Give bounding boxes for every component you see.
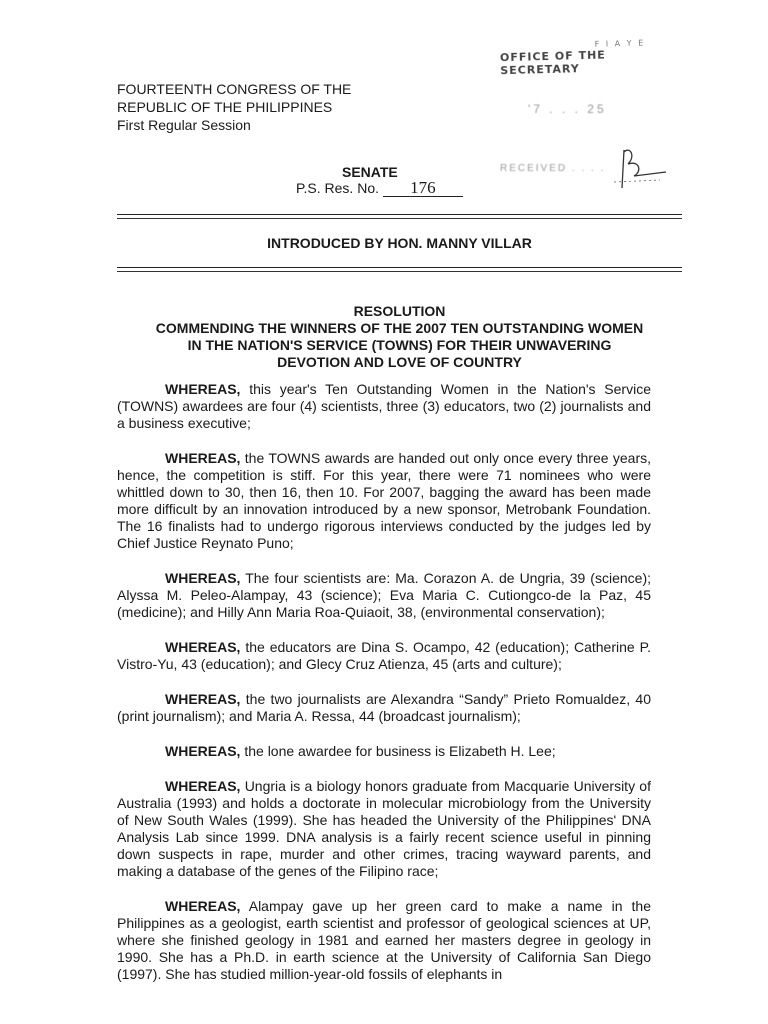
resolution-title	[117, 303, 682, 371]
whereas-paragraph: WHEREAS, The four scientists are: Ma. Corazon A. de Ungria, 39 (science); Alyssa M. Peleo-Alampay, 43 (science); Eva Maria C. Cutiongco-de la Paz, 45 (medicine); and Hilly Ann Maria Roa-Quiaoit, 38, (environmental conservation);	[117, 570, 651, 620]
header-line-3: First Regular Session	[117, 117, 251, 133]
divider-top-2	[117, 218, 682, 219]
title-line-1: RESOLUTION	[353, 303, 446, 319]
resolution-number-label: P.S. Res. No.	[296, 180, 380, 196]
title-line-4: DEVOTION AND LOVE OF COUNTRY	[277, 354, 522, 370]
divider-bottom-2	[117, 271, 682, 272]
whereas-paragraph: WHEREAS, the lone awardee for business is Elizabeth H. Lee;	[165, 743, 556, 759]
stamp-top-text: F I A Y E	[594, 38, 646, 49]
introduced-by: INTRODUCED BY HON. MANNY VILLAR	[267, 235, 532, 251]
title-line-2: COMMENDING THE WINNERS OF THE 2007 TEN OUTSTANDING WOMEN	[155, 320, 644, 336]
whereas-paragraph: WHEREAS, the TOWNS awards are handed out only once every three years, hence, the competition is stiff. For this year, there were 71 nominees who were whittled down to 30, then 16, then 10. For 2007, bagging the award has been made more difficult by an innovation introduced by a new sponsor, Metrobank Foundation. The 16 finalists had to undergo rigorous interviews conducted by the judges led by Chief Justice Reynato Puno;	[117, 450, 651, 551]
header-line-1: FOURTEENTH CONGRESS OF THE	[117, 81, 352, 97]
congress-header	[117, 80, 351, 134]
whereas-paragraph: WHEREAS, the educators are Dina S. Ocampo, 42 (education); Catherine P. Vistro-Yu, 43 (education); and Glecy Cruz Atienza, 45 (arts and culture);	[117, 639, 651, 672]
stamp-office-text: OFFICE OF THE SECRETARY	[499, 48, 606, 78]
stamp-received: RECEIVED . . . .	[500, 163, 606, 174]
whereas-paragraph: WHEREAS, Ungria is a biology honors graduate from Macquarie University of Australia (1993) and holds a doctorate in molecular microbiology from the University of New South Wales (1999). She has headed the University of the Philippines' DNA Analysis Lab since 1999. DNA analysis is a fairly recent science useful in pinning down suspects in rape, murder and other crimes, tracing wayward parents, and making a database of the genes of the Filipino race;	[117, 778, 651, 879]
resolution-number: 176	[383, 180, 463, 197]
whereas-paragraph: WHEREAS, Alampay gave up her green card to make a name in the Philippines as a geologist, earth scientist and professor of geological sciences at UP, where she finished geology in 1981 and earned her masters degree in geology in 1990. She has a Ph.D. in earth science at the University of California San Diego (1997). She has studied million-year-old fossils of elephants in	[117, 898, 651, 982]
whereas-paragraph: WHEREAS, the two journalists are Alexandra “Sandy” Prieto Romualdez, 40 (print journalism); and Maria A. Ressa, 44 (broadcast journalism);	[117, 691, 651, 724]
title-line-3: IN THE NATION'S SERVICE (TOWNS) FOR THEIR UNWAVERING	[187, 337, 612, 353]
senate-block	[296, 164, 496, 197]
divider-top-1	[117, 214, 682, 215]
office-stamp	[500, 38, 671, 77]
resolution-body	[117, 381, 651, 1001]
header-line-2: REPUBLIC OF THE PHILIPPINES	[117, 99, 333, 115]
whereas-paragraph: WHEREAS, this year's Ten Outstanding Women in the Nation's Service (TOWNS) awardees are four (4) scientists, three (3) educators, two (2) journalists and a business executive;	[117, 381, 651, 431]
stamp-date: '7 . . . 25	[528, 102, 607, 116]
divider-bottom-1	[117, 267, 682, 268]
senate-label: SENATE	[342, 164, 398, 180]
resolution-number-line	[296, 180, 496, 197]
signature-mark	[600, 142, 670, 192]
